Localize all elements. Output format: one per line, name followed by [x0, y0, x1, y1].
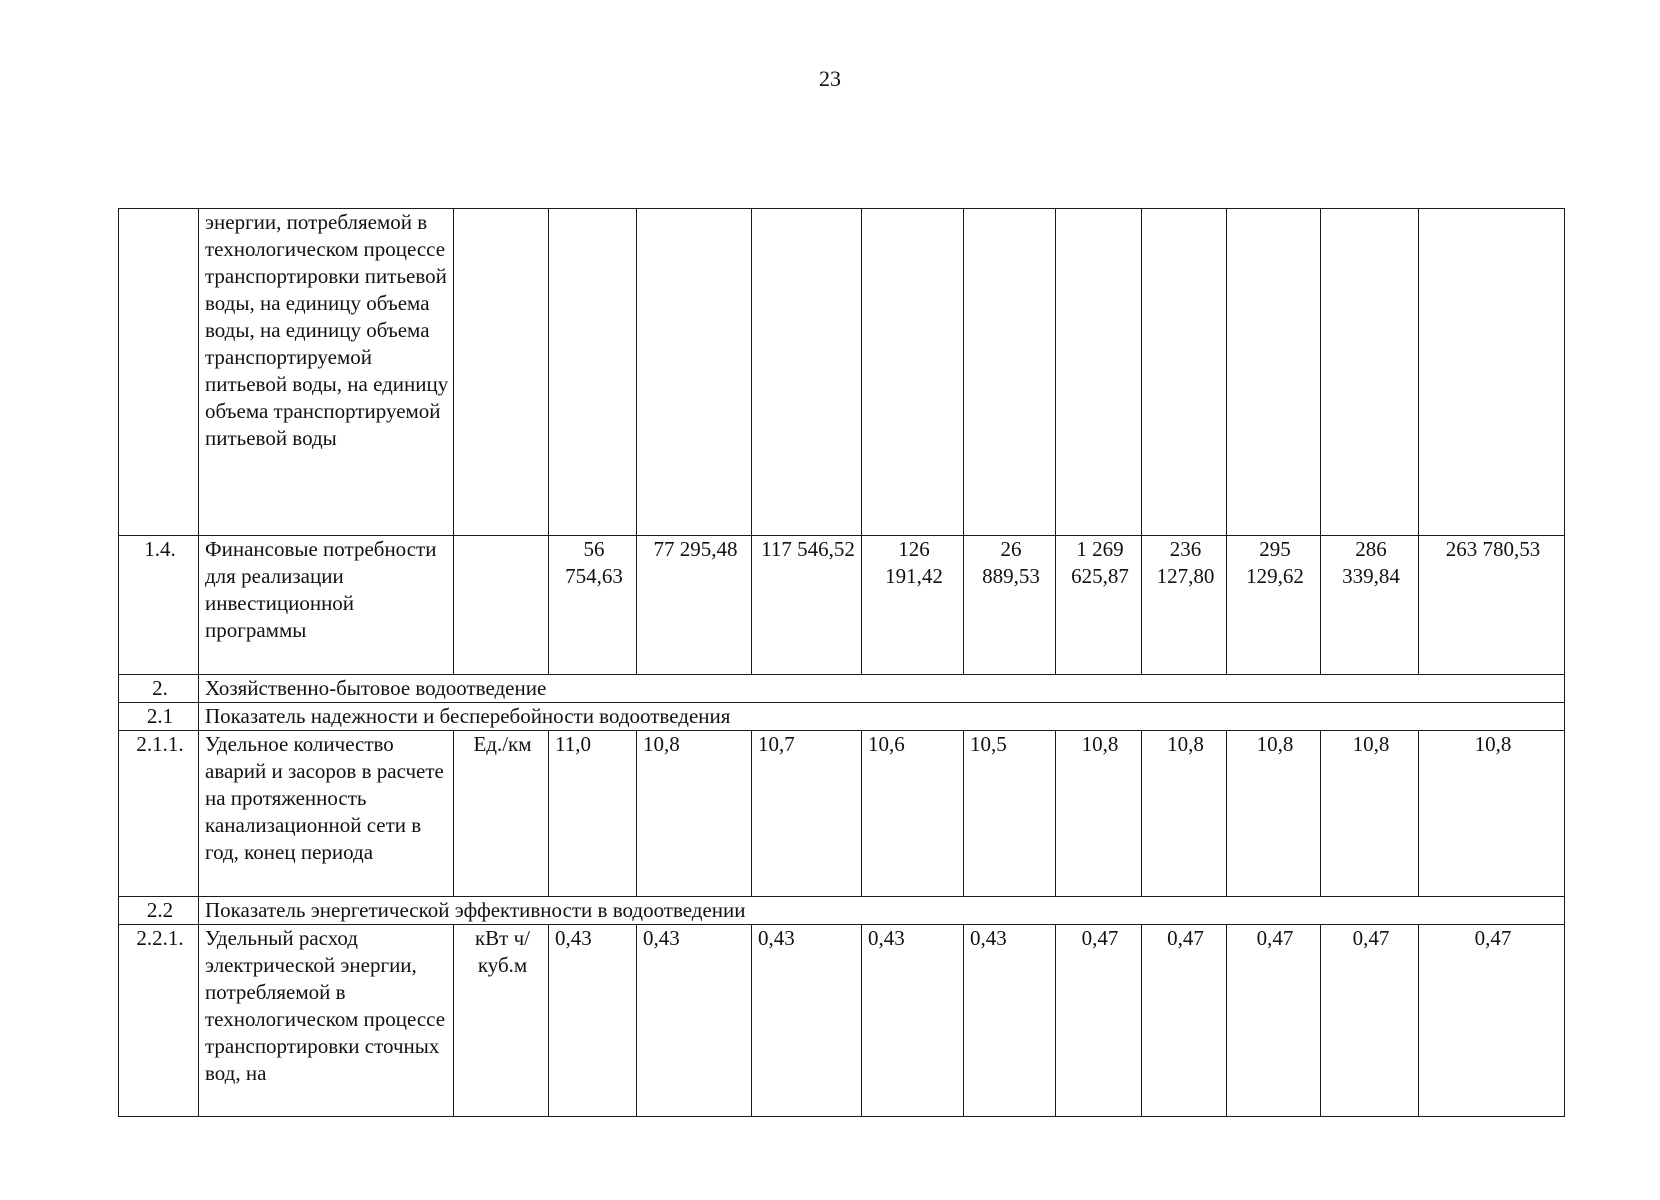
- row-number: 2.2.1.: [119, 925, 199, 1117]
- value-cell: [1419, 209, 1565, 536]
- value-cell: 0,43: [964, 925, 1056, 1117]
- unit-cell: кВт ч/куб.м: [454, 925, 549, 1117]
- value-cell: [549, 209, 637, 536]
- value-cell: 0,47: [1419, 925, 1565, 1117]
- indicator-name: энергии, потребляемой в технологическом процессе транспортировки питьевой воды, на единицу объема воды, на единицу объема транспортируемой питьевой воды, на единицу объема транспортируемой питьевой воды: [199, 209, 454, 536]
- table-row: [119, 925, 1565, 1117]
- section-row: [119, 897, 1565, 925]
- value-cell: 10,7: [752, 731, 862, 897]
- indicator-name: Удельное количество аварий и засоров в расчете на протяженность канализационной сети в год, конец периода: [199, 731, 454, 897]
- value-cell: 10,5: [964, 731, 1056, 897]
- section-title: Показатель надежности и бесперебойности водоотведения: [199, 703, 1565, 731]
- value-cell: 10,8: [1321, 731, 1419, 897]
- section-title: Показатель энергетической эффективности в водоотведении: [199, 897, 1565, 925]
- value-cell: 117 546,52: [752, 536, 862, 675]
- value-cell: 236 127,80: [1142, 536, 1227, 675]
- table-row: [119, 209, 1565, 536]
- row-number: 2.1.1.: [119, 731, 199, 897]
- value-cell: 0,43: [637, 925, 752, 1117]
- value-cell: 10,8: [1056, 731, 1142, 897]
- value-cell: 11,0: [549, 731, 637, 897]
- value-cell: 0,43: [862, 925, 964, 1117]
- value-cell: 0,47: [1056, 925, 1142, 1117]
- value-cell: [1056, 209, 1142, 536]
- row-number: 2.: [119, 675, 199, 703]
- value-cell: 26 889,53: [964, 536, 1056, 675]
- row-number: [119, 209, 199, 536]
- value-cell: 10,8: [1227, 731, 1321, 897]
- table-row: [119, 731, 1565, 897]
- section-row: [119, 675, 1565, 703]
- row-number: 2.1: [119, 703, 199, 731]
- value-cell: [964, 209, 1056, 536]
- value-cell: 77 295,48: [637, 536, 752, 675]
- section-row: [119, 703, 1565, 731]
- value-cell: 10,8: [1419, 731, 1565, 897]
- value-cell: 10,6: [862, 731, 964, 897]
- value-cell: [862, 209, 964, 536]
- table-row: [119, 536, 1565, 675]
- value-cell: 295 129,62: [1227, 536, 1321, 675]
- row-number: 2.2: [119, 897, 199, 925]
- section-title: Хозяйственно-бытовое водоотведение: [199, 675, 1565, 703]
- value-cell: 286 339,84: [1321, 536, 1419, 675]
- value-cell: 10,8: [1142, 731, 1227, 897]
- value-cell: 263 780,53: [1419, 536, 1565, 675]
- value-cell: [752, 209, 862, 536]
- value-cell: 1 269 625,87: [1056, 536, 1142, 675]
- value-cell: 0,43: [752, 925, 862, 1117]
- value-cell: 0,47: [1227, 925, 1321, 1117]
- value-cell: [637, 209, 752, 536]
- indicator-name: Финансовые потребности для реализации инвестиционной программы: [199, 536, 454, 675]
- row-number: 1.4.: [119, 536, 199, 675]
- unit-cell: [454, 209, 549, 536]
- value-cell: 10,8: [637, 731, 752, 897]
- value-cell: [1227, 209, 1321, 536]
- value-cell: 0,47: [1142, 925, 1227, 1117]
- indicators-table: [118, 208, 1565, 1117]
- unit-cell: Ед./км: [454, 731, 549, 897]
- unit-cell: [454, 536, 549, 675]
- value-cell: 0,47: [1321, 925, 1419, 1117]
- value-cell: [1142, 209, 1227, 536]
- value-cell: 0,43: [549, 925, 637, 1117]
- value-cell: [1321, 209, 1419, 536]
- page-number: 23: [819, 66, 841, 91]
- value-cell: 126 191,42: [862, 536, 964, 675]
- value-cell: 56 754,63: [549, 536, 637, 675]
- indicator-name: Удельный расход электрической энергии, потребляемой в технологическом процессе транспортировки сточных вод, на: [199, 925, 454, 1117]
